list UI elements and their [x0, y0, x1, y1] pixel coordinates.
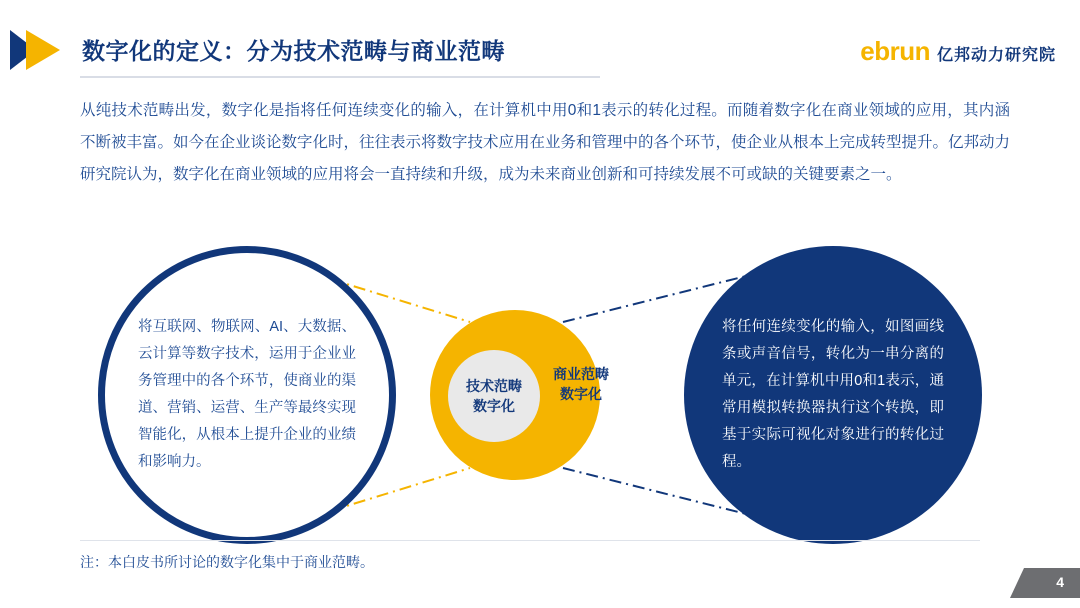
center-inner-circle	[448, 350, 540, 442]
right-circle	[684, 246, 982, 544]
title-divider	[80, 76, 600, 78]
arrow-icon	[10, 30, 76, 70]
center-inner-label	[466, 376, 522, 416]
center-outer-label-line1: 商业范畴	[553, 366, 609, 382]
page-number: 4	[1056, 574, 1064, 590]
venn-diagram	[0, 240, 1080, 550]
page-title: 数字化的定义：分为技术范畴与商业范畴	[82, 38, 505, 64]
center-inner-label-line2: 数字化	[473, 398, 515, 414]
arrow-yellow-shape	[26, 30, 60, 70]
footnote: 注：本白皮书所讨论的数字化集中于商业范畴。	[80, 554, 374, 570]
page-number-background	[1010, 568, 1080, 598]
right-circle-text: 将任何连续变化的输入，如图画线条或声音信号，转化为一串分离的单元，在计算机中用0和1表示，通常用模拟转换器执行这个转换，即基于实际可视化对象进行的转化过程。	[722, 319, 944, 470]
brand-name-cn: 亿邦动力研究院	[936, 47, 1056, 64]
left-circle	[98, 246, 396, 544]
center-inner-label-line1: 技术范畴	[466, 378, 522, 394]
footer-divider	[80, 540, 980, 541]
brand-name-en: ebrun	[860, 36, 930, 66]
brand-logo	[860, 36, 1056, 67]
slide-header	[0, 0, 1080, 86]
left-circle-text: 将互联网、物联网、AI、大数据、云计算等数字技术，运用于企业业务管理中的各个环节，使商业的渠道、营销、运营、生产等最终实现智能化，从根本上提升企业的业绩和影响力。	[138, 319, 356, 470]
center-outer-label-line2: 数字化	[560, 386, 602, 402]
intro-paragraph: 从纯技术范畴出发，数字化是指将任何连续变化的输入，在计算机中用0和1表示的转化过程。而随着数字化在商业领域的应用，其内涵不断被丰富。如今在企业谈论数字化时，往往表示将数字技术应用在业务和管理中的各个环节，使企业从根本上完成转型提升。亿邦动力研究院认为，数字化在商业领域的应用将会一直持续和升级，成为未来商业创新和可持续发展不可或缺的关键要素之一。	[80, 102, 1011, 183]
center-outer-label	[543, 364, 619, 404]
page-number-badge	[1010, 568, 1080, 598]
